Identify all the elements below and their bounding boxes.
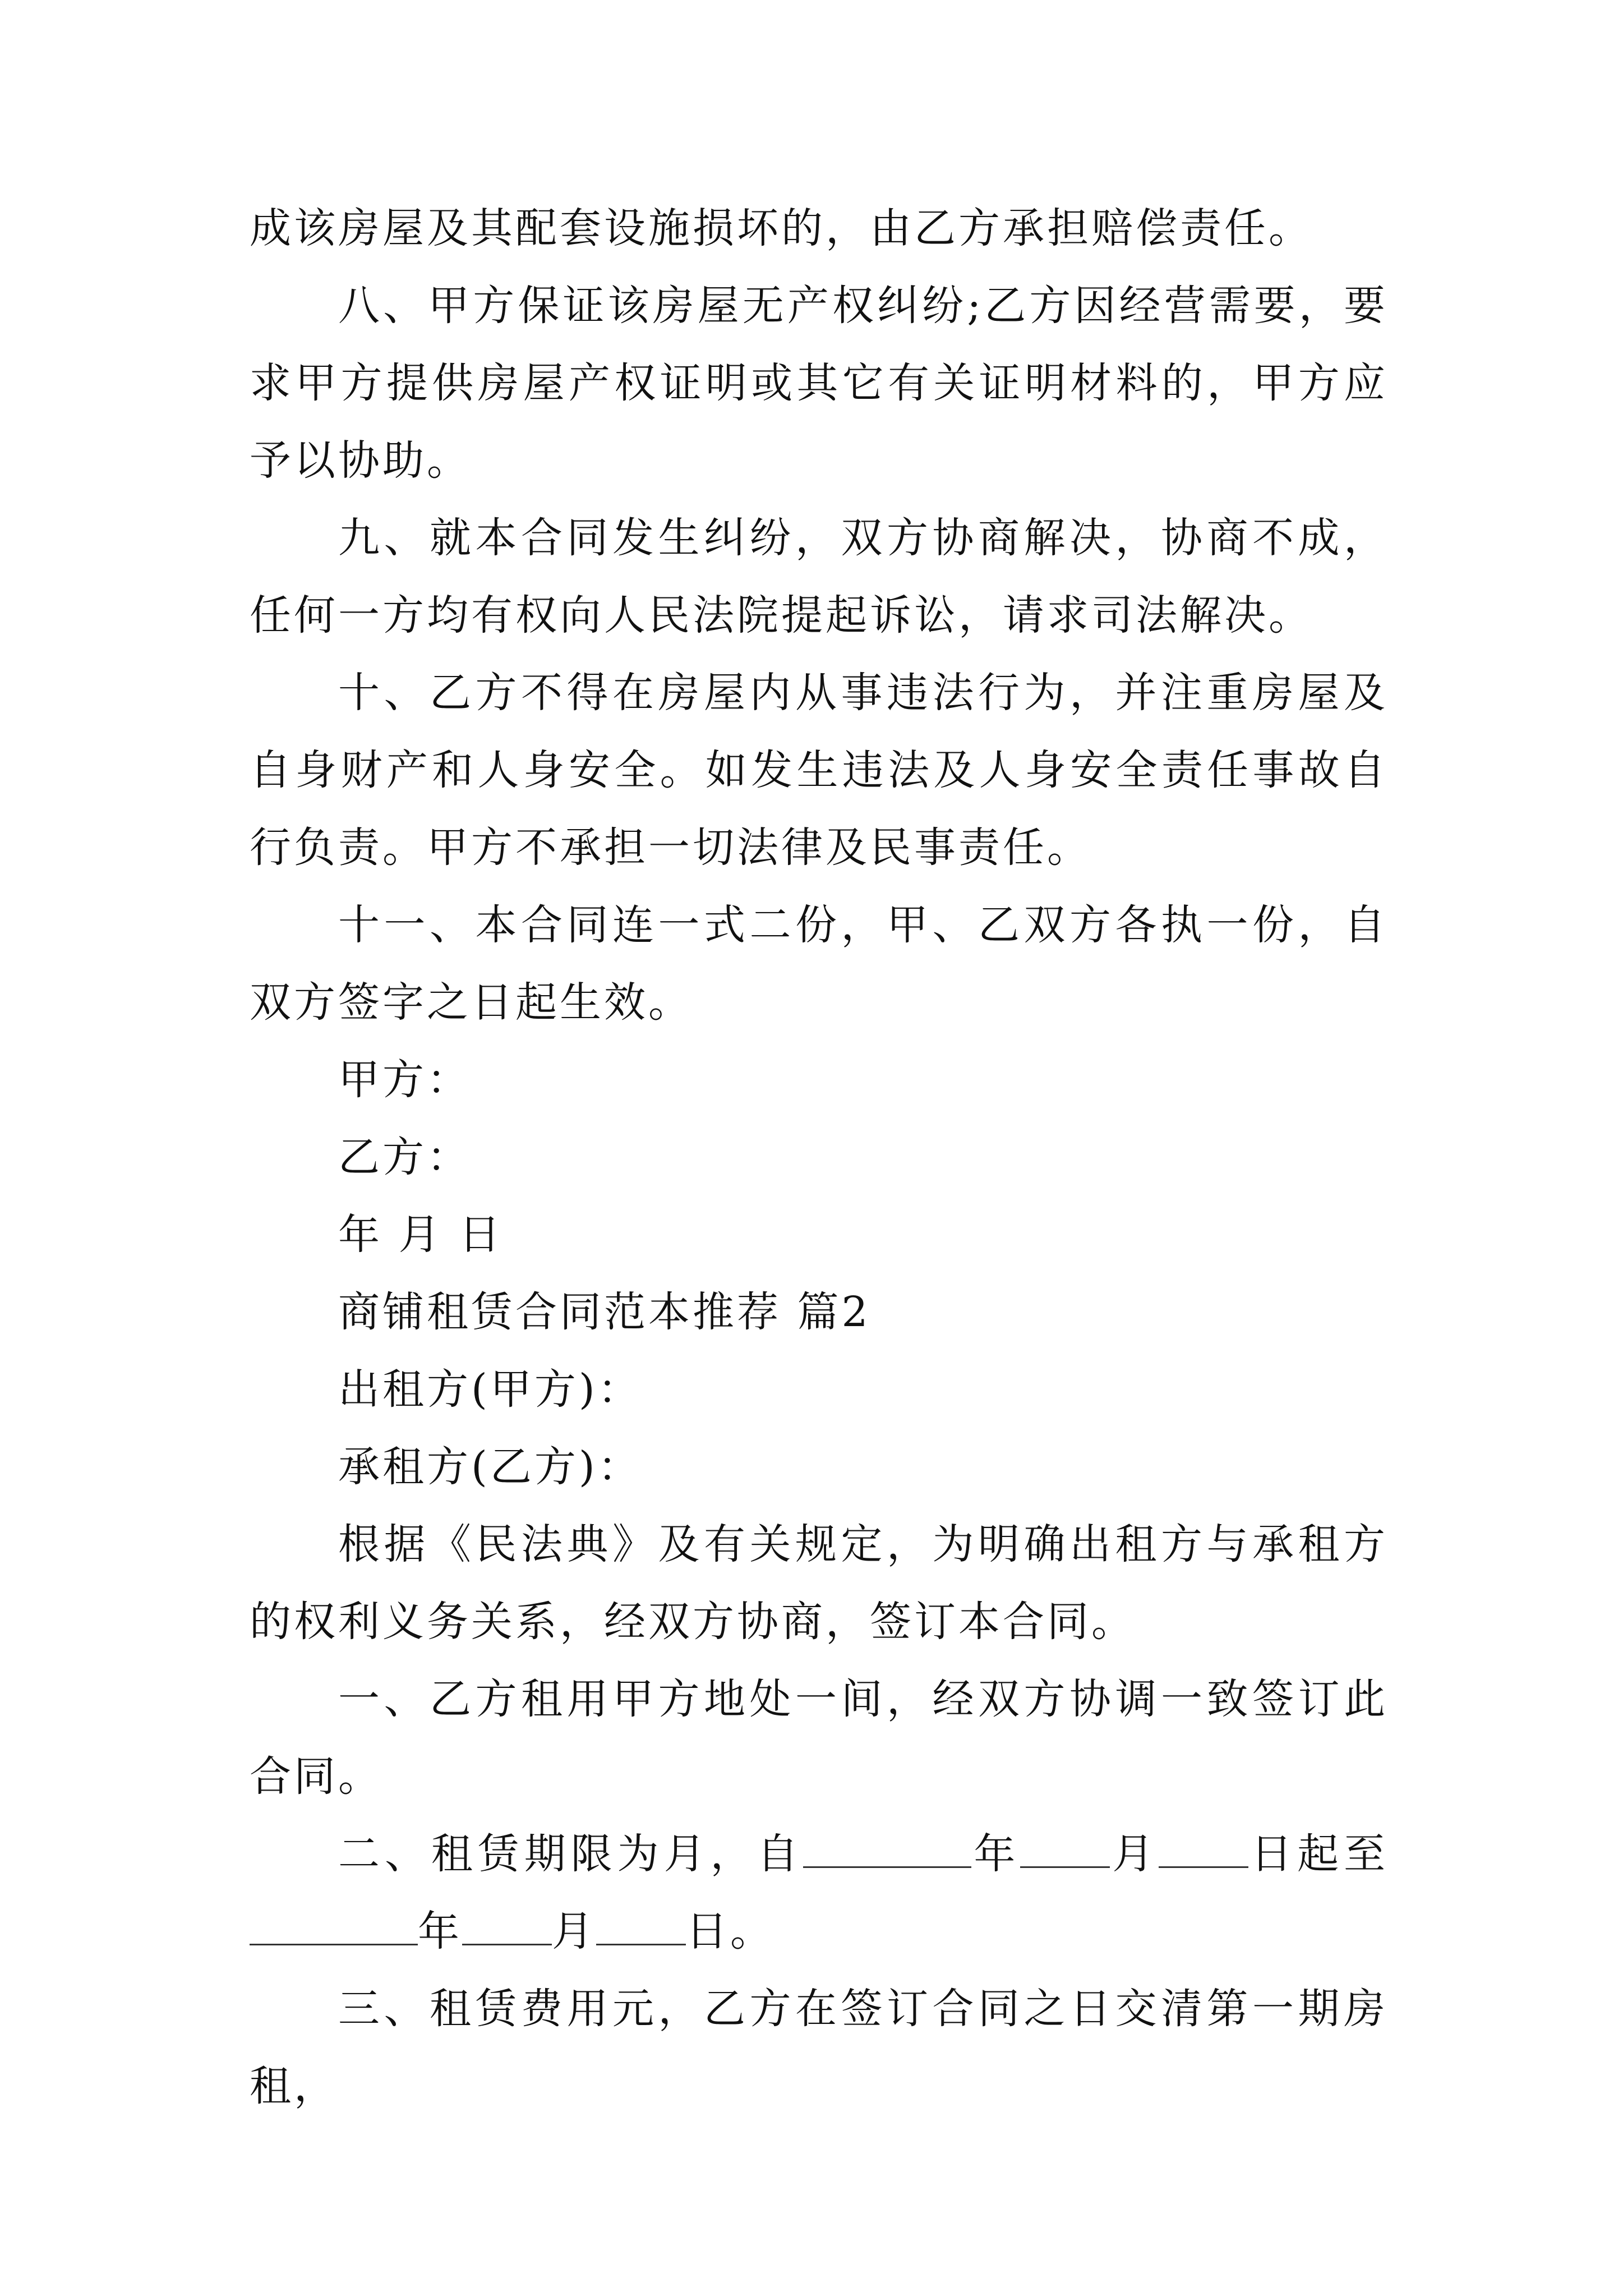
section-heading: 商铺租赁合同范本推荐 篇2 bbox=[338, 1288, 871, 1336]
term-year-label: 年 bbox=[971, 1830, 1021, 1878]
lessee-line: 承租方(乙方)： bbox=[338, 1443, 642, 1491]
term-month-label: 月 bbox=[1110, 1830, 1159, 1878]
paragraph-damage-liability: 成该房屋及其配套设施损坏的，由乙方承担赔偿责任。 bbox=[250, 204, 1313, 252]
paragraph-clause-3: 三、租赁费用元，乙方在签订合同之日交清第一期房租， bbox=[250, 1985, 1388, 2110]
signature-date: 年 月 日 bbox=[338, 1211, 504, 1259]
paragraph-preamble: 根据《民法典》及有关规定，为明确出租方与承租方的权利义务关系，经双方协商，签订本合同。 bbox=[250, 1520, 1388, 1646]
term-end-year-label: 年 bbox=[418, 1907, 462, 1955]
document-body bbox=[250, 190, 1388, 2125]
blank-end-year bbox=[250, 1908, 418, 1945]
blank-start-day bbox=[1159, 1830, 1248, 1868]
blank-end-day bbox=[596, 1908, 686, 1945]
term-lead-text: 二、租赁期限为月，自 bbox=[338, 1830, 804, 1878]
term-end-month-label: 月 bbox=[552, 1907, 596, 1955]
signature-party-a: 甲方： bbox=[338, 1056, 471, 1104]
term-end-day-label: 日。 bbox=[686, 1907, 774, 1955]
paragraph-clause-10: 十、乙方不得在房屋内从事违法行为，并注重房屋及自身财产和人身安全。如发生违法及人身安全责任事故自行负责。甲方不承担一切法律及民事责任。 bbox=[250, 669, 1388, 872]
blank-end-month bbox=[462, 1908, 552, 1945]
term-day-to-label: 日起至 bbox=[1248, 1830, 1389, 1878]
blank-start-month bbox=[1020, 1830, 1110, 1868]
blank-start-year bbox=[803, 1830, 971, 1868]
paragraph-clause-2-term bbox=[250, 1815, 1388, 1970]
signature-party-b: 乙方： bbox=[338, 1133, 471, 1181]
paragraph-clause-9: 九、就本合同发生纠纷，双方协商解决，协商不成，任何一方均有权向人民法院提起诉讼，请求司法解决。 bbox=[250, 514, 1388, 639]
lessor-line: 出租方(甲方)： bbox=[338, 1365, 642, 1414]
paragraph-clause-11: 十一、本合同连一式二份，甲、乙双方各执一份，自双方签字之日起生效。 bbox=[250, 901, 1388, 1027]
paragraph-clause-1: 一、乙方租用甲方地处一间，经双方协调一致签订此合同。 bbox=[250, 1675, 1388, 1801]
paragraph-clause-8: 八、甲方保证该房屋无产权纠纷;乙方因经营需要，要求甲方提供房屋产权证明或其它有关证明材料的，甲方应予以协助。 bbox=[250, 282, 1388, 485]
